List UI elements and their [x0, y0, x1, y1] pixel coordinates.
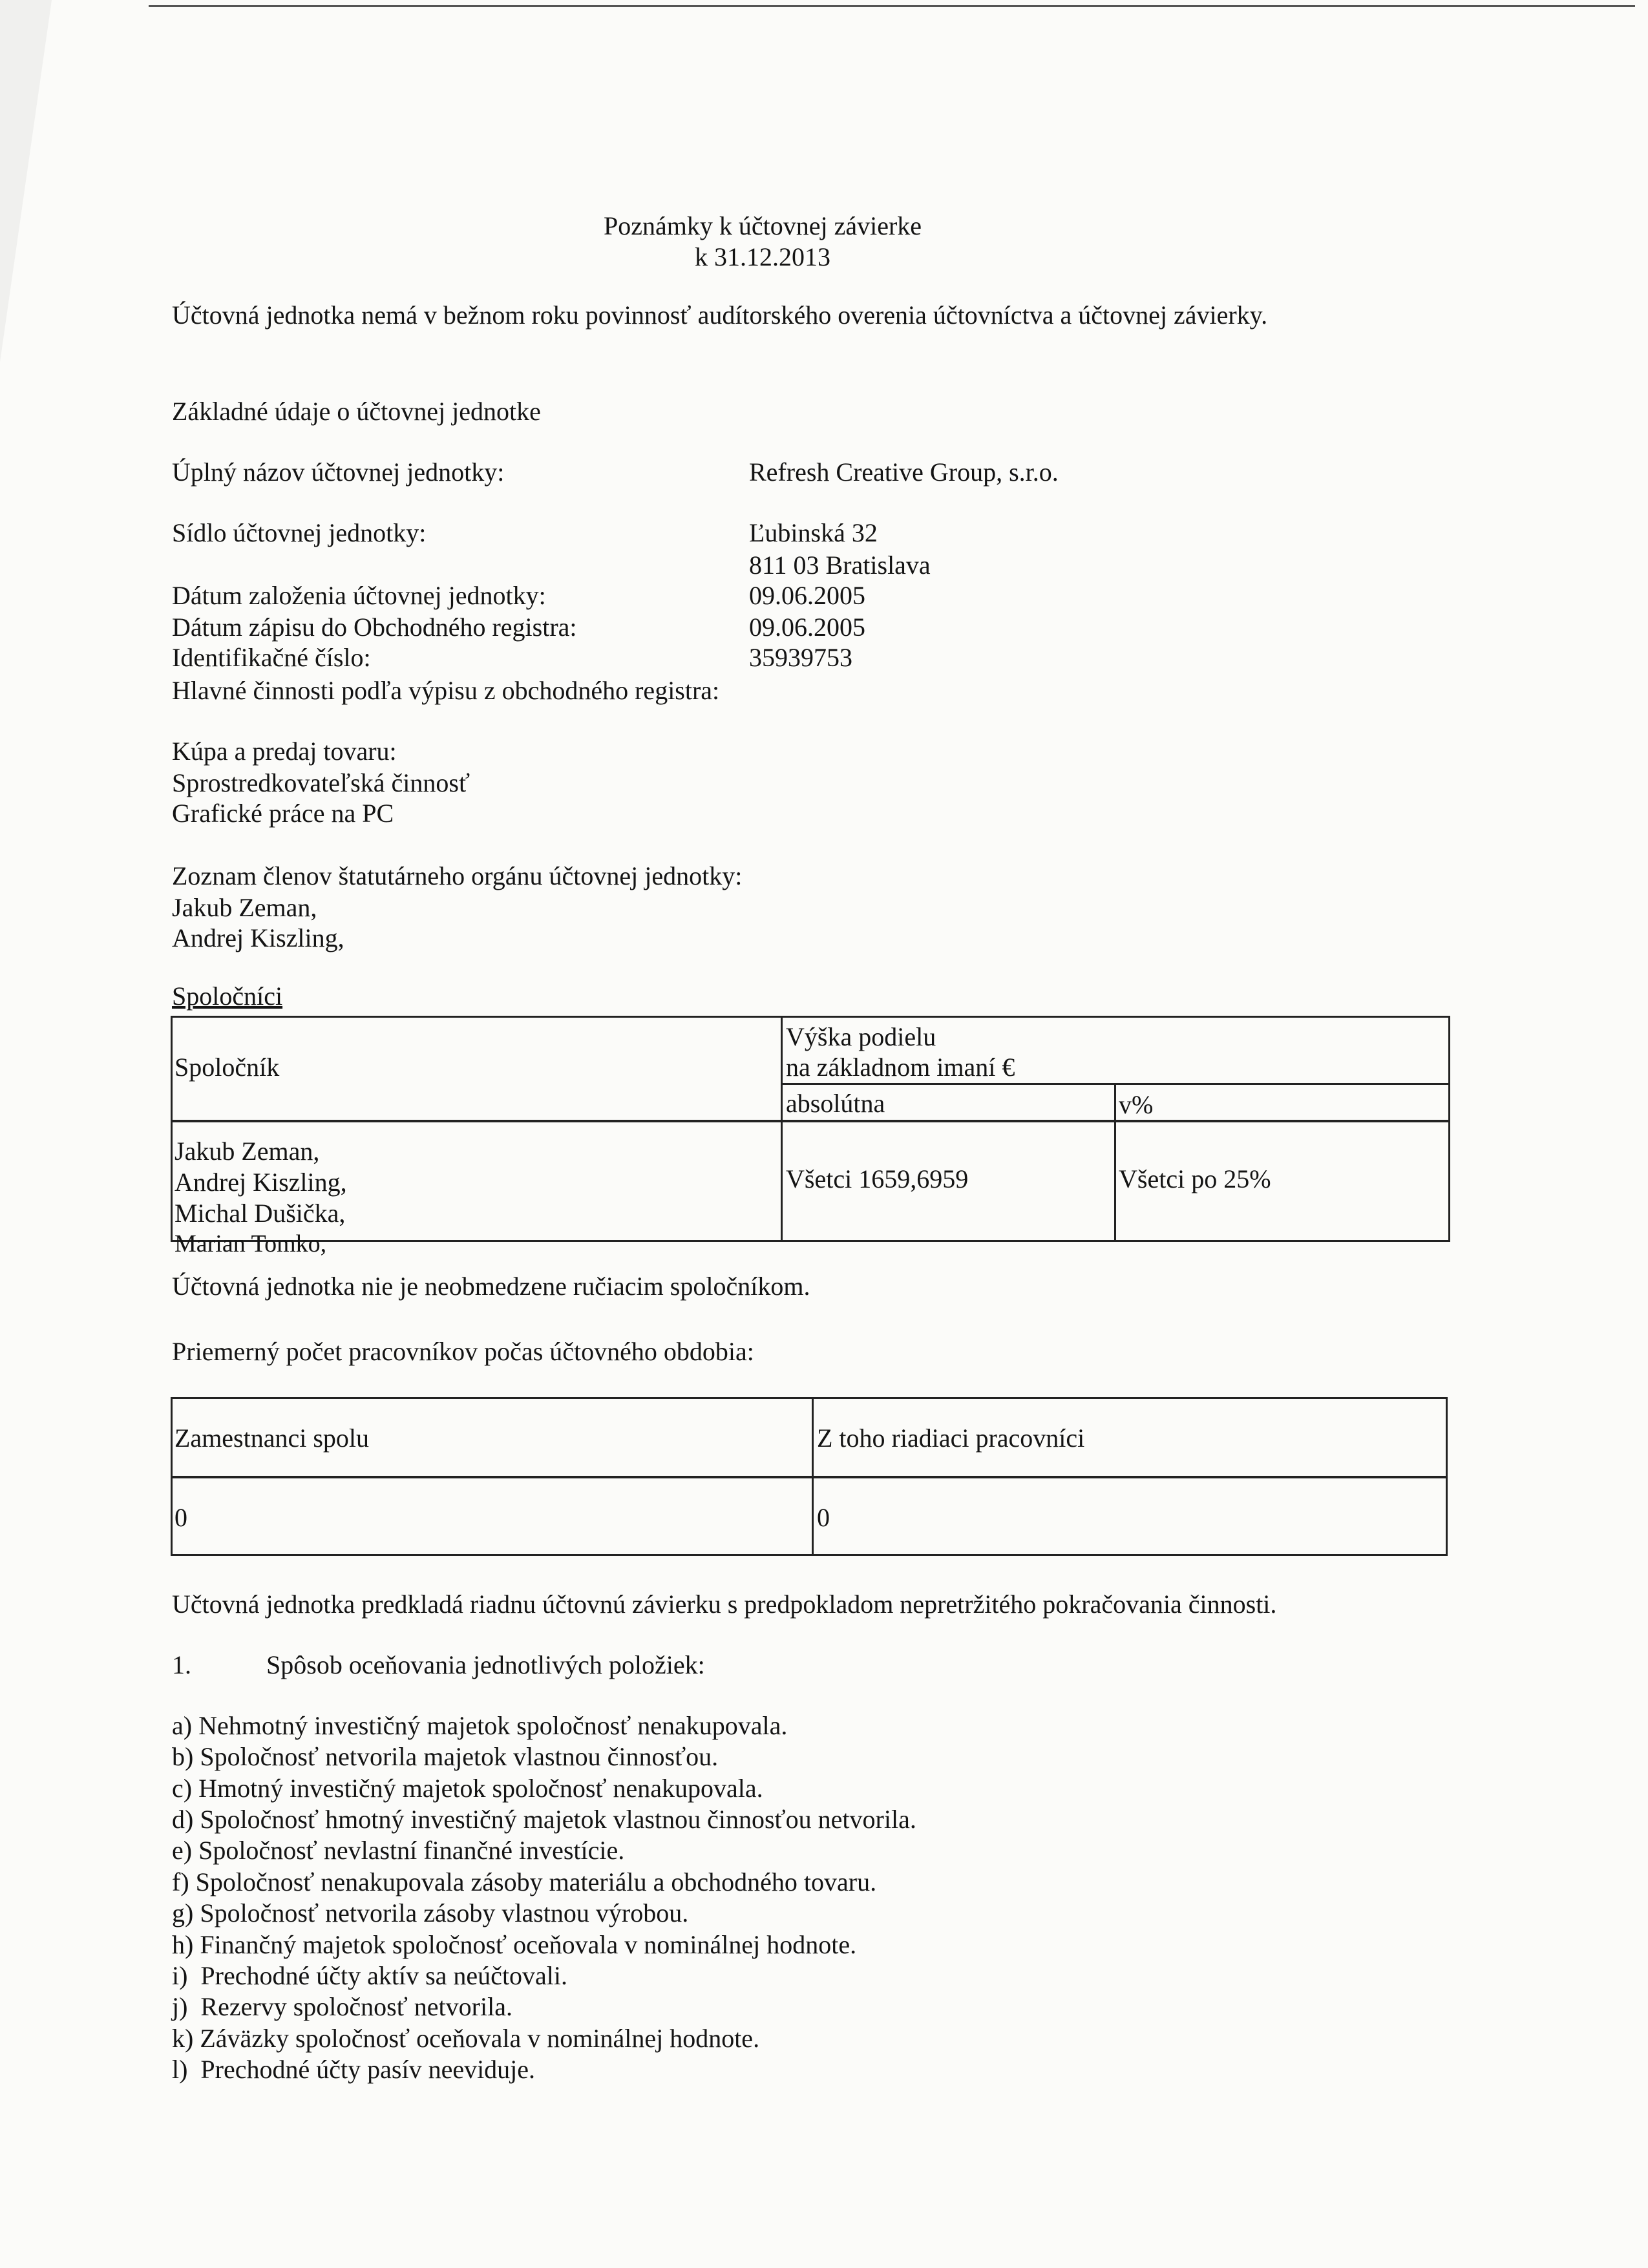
section-number: 1. [172, 1650, 191, 1679]
activity-item: Kúpa a predaj tovaru: [172, 737, 397, 766]
going-concern-note: Učtovná jednotka predkladá riadnu účtovnú závierku s predpokladom nepretržitého pokračovania činnosti. [172, 1590, 1277, 1619]
founded-value: 09.06.2005 [749, 581, 865, 610]
founded-label: Dátum založenia účtovnej jednotky: [172, 581, 546, 610]
registered-value: 09.06.2005 [749, 613, 865, 642]
partner-name: Michal Dušička, [174, 1199, 346, 1228]
basic-info-heading: Základné údaje o účtovnej jednotke [172, 397, 541, 426]
valuation-item: e) Spoločnosť nevlastní finančné investície. [172, 1836, 625, 1865]
employees-total: 0 [174, 1503, 187, 1532]
table-divider [171, 1120, 1450, 1122]
valuation-item: d) Spoločnosť hmotný investičný majetok vlastnou činnosťou netvorila. [172, 1805, 916, 1834]
percent-value: Všetci po 25% [1119, 1164, 1271, 1193]
col-percent-header: v% [1119, 1090, 1154, 1119]
valuation-item: h) Finančný majetok spoločnosť oceňovala v nominálnej hodnote. [172, 1930, 857, 1959]
table-divider [781, 1016, 783, 1242]
valuation-item: a) Nehmotný investičný majetok spoločnosť nenakupovala. [172, 1711, 788, 1740]
valuation-item: j) Rezervy spoločnosť netvorila. [172, 1992, 512, 2021]
employees-managers: 0 [817, 1503, 830, 1532]
seat-label: Sídlo účtovnej jednotky: [172, 518, 427, 547]
table-divider [1114, 1083, 1116, 1242]
document-date: k 31.12.2013 [695, 242, 830, 271]
table-divider [171, 1476, 1448, 1478]
document-title: Poznámky k účtovnej závierke [603, 211, 922, 240]
activity-item: Sprostredkovateľská činnosť [172, 768, 470, 797]
page-fold-shadow [0, 0, 52, 362]
employees-heading: Priemerný počet pracovníkov počas účtovného obdobia: [172, 1337, 754, 1366]
valuation-item: k) Záväzky spoločnosť oceňovala v nominálnej hodnote. [172, 2024, 760, 2053]
valuation-item: f) Spoločnosť nenakupovala zásoby materiálu a obchodného tovaru. [172, 1867, 877, 1896]
partner-name: Andrej Kiszling, [174, 1168, 347, 1197]
valuation-item: l) Prechodné účty pasív neeviduje. [172, 2055, 536, 2084]
board-heading: Zoznam členov štatutárneho orgánu účtovnej jednotky: [172, 861, 743, 890]
partner-name: Jakub Zeman, [174, 1137, 320, 1166]
absolute-value: Všetci 1659,6959 [786, 1164, 969, 1193]
section-title: Spôsob oceňovania jednotlivých položiek: [266, 1650, 705, 1679]
valuation-item: g) Spoločnosť netvorila zásoby vlastnou výrobou. [172, 1898, 689, 1927]
valuation-item: c) Hmotný investičný majetok spoločnosť nenakupovala. [172, 1774, 763, 1803]
ico-label: Identifikačné číslo: [172, 643, 371, 672]
col-absolute-header: absolútna [786, 1089, 885, 1118]
seat-city: 811 03 Bratislava [749, 551, 931, 580]
partner-name: Marian Tomko, [174, 1230, 327, 1257]
board-member: Jakub Zeman, [172, 893, 317, 922]
activities-heading: Hlavné činnosti podľa výpisu z obchodného registra: [172, 676, 720, 705]
activity-item: Grafické práce na PC [172, 799, 394, 828]
ico-value: 35939753 [749, 643, 852, 672]
unlimited-note: Účtovná jednotka nie je neobmedzene ručiacim spoločníkom. [172, 1272, 810, 1301]
seat-street: Ľubinská 32 [749, 518, 878, 547]
col-total-header: Zamestnanci spolu [174, 1423, 370, 1453]
col-share-header: Výška podielu [786, 1022, 936, 1051]
col-managers-header: Z toho riadiaci pracovníci [817, 1423, 1085, 1453]
name-value: Refresh Creative Group, s.r.o. [749, 457, 1059, 487]
col-share-header-2: na základnom imaní € [786, 1053, 1015, 1082]
board-member: Andrej Kiszling, [172, 923, 344, 952]
valuation-item: b) Spoločnosť netvorila majetok vlastnou činnosťou. [172, 1742, 719, 1771]
name-label: Úplný názov účtovnej jednotky: [172, 457, 505, 487]
scan-edge-line [149, 5, 1635, 7]
valuation-item: i) Prechodné účty aktív sa neúčtovali. [172, 1961, 568, 1990]
audit-note: Účtovná jednotka nemá v bežnom roku povinnosť audítorského overenia účtovníctva a účtovnej závierky. [172, 300, 1268, 330]
col-partner-header: Spoločník [174, 1053, 280, 1082]
partners-heading: Spoločníci [172, 982, 283, 1011]
registered-label: Dátum zápisu do Obchodného registra: [172, 613, 577, 642]
